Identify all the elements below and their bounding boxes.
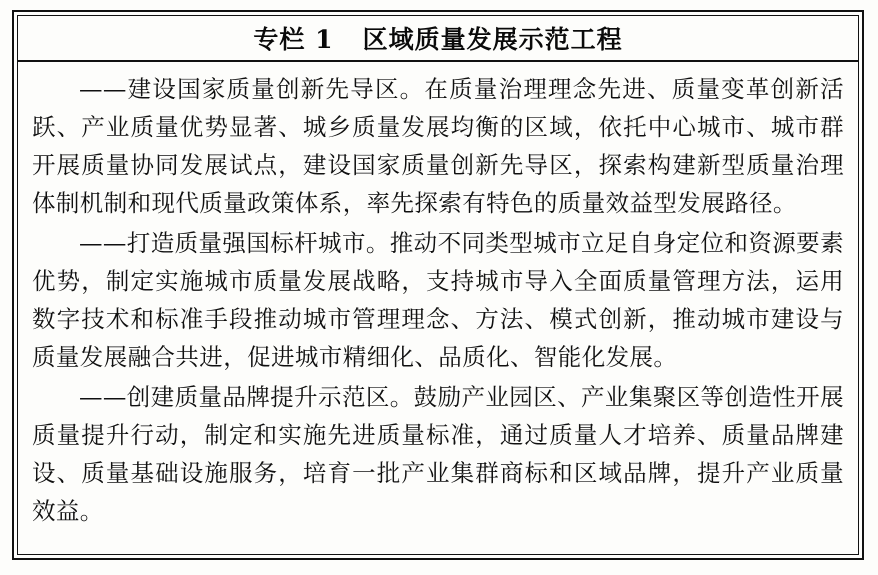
callout-box-inner-border (17, 15, 859, 555)
paragraph: ——打造质量强国标杆城市。推动不同类型城市立足自身定位和资源要素优势，制定实施城市质量发展战略，支持城市导入全面质量管理方法，运用数字技术和标准手段推动城市管理理念、方法、模式创新，推动城市建设与质量发展融合共进，促进城市精细化、品质化、智能化发展。 (32, 229, 844, 371)
callout-title: 专栏 1 区域质量发展示范工程 (253, 25, 623, 54)
paragraph: ——创建质量品牌提升示范区。鼓励产业园区、产业集聚区等创造性开展质量提升行动，制定和实施先进质量标准，通过质量人才培养、质量品牌建设、质量基础设施服务，培育一批产业集群商标和区域品牌，提升产业质量效益。 (32, 383, 844, 525)
paragraph: ——建设国家质量创新先导区。在质量治理理念先进、质量变革创新活跃、产业质量优势显著、城乡质量发展均衡的区域，依托中心城市、城市群开展质量协同发展试点，建设国家质量创新先导区，探索构建新型质量治理体制机制和现代质量政策体系，率先探索有特色的质量效益型发展路径。 (32, 75, 844, 217)
callout-content (18, 62, 858, 554)
callout-title-bar (18, 16, 858, 62)
callout-box (12, 10, 864, 560)
